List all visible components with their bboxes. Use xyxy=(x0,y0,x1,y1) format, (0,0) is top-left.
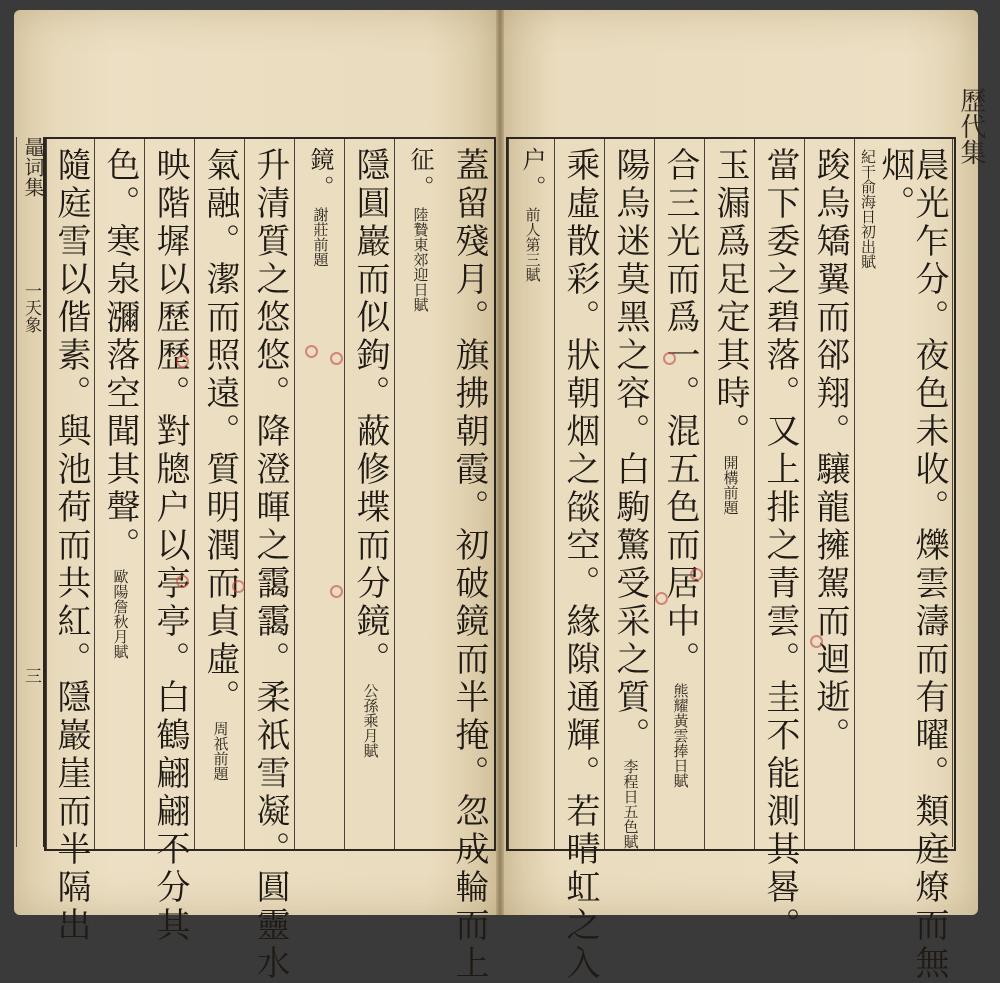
column-note: 紀干俞海日初出賦 xyxy=(859,149,877,269)
column-text: 户。 xyxy=(518,147,546,203)
text-column xyxy=(294,139,345,849)
text-column xyxy=(704,139,755,849)
margin-title: 鼂词集 xyxy=(21,137,45,197)
column-text: 晨光乍分。夜色未收。爍雲濤而有曜。類庭燎而無 xyxy=(909,147,949,983)
text-column xyxy=(508,139,555,849)
column-note: 李程日五色賦 xyxy=(621,759,640,849)
column-note: 謝莊前題 xyxy=(311,207,330,267)
red-reading-mark xyxy=(330,352,343,365)
column-text: 征。 xyxy=(406,147,434,203)
right-text-frame xyxy=(506,137,956,983)
text-column xyxy=(394,139,445,849)
red-reading-mark xyxy=(690,568,703,581)
left-text-frame xyxy=(44,137,496,983)
column-text: 烟。 xyxy=(875,147,915,223)
column-text: 蓋留殘月。旗拂朝霞。初破鏡而半掩。忽成輪而上 xyxy=(449,147,489,983)
text-column xyxy=(244,139,295,983)
column-note: 前人第三賦 xyxy=(523,207,542,282)
text-column xyxy=(904,139,954,983)
red-reading-mark xyxy=(176,575,189,588)
column-text: 合三光而爲一。混五色而居中。 xyxy=(660,147,700,679)
column-note: 周祇前題 xyxy=(211,721,230,781)
column-note: 陸贄東郊迎日賦 xyxy=(411,207,430,312)
column-note: 歐陽詹秋月賦 xyxy=(111,569,130,659)
column-text: 玉漏爲足定其時。 xyxy=(710,147,750,451)
right-margin-title: 歷代集 xyxy=(956,87,986,165)
red-reading-mark xyxy=(810,635,823,648)
column-text: 鏡。 xyxy=(306,147,334,203)
red-reading-mark xyxy=(232,580,245,593)
text-column xyxy=(344,139,395,849)
left-margin-strip xyxy=(16,137,45,847)
red-reading-mark xyxy=(176,355,189,368)
column-note: 熊耀黃雲捧日賦 xyxy=(671,683,690,788)
column-note: 公孫乘月賦 xyxy=(361,683,380,758)
margin-section: 一天象 xyxy=(21,282,41,333)
column-text: 升清質之悠悠。降澄暉之靄靄。柔祇雪凝。圓靈水 xyxy=(250,147,290,983)
text-column xyxy=(754,139,805,945)
column-text: 氣融。潔而照遠。質明潤而貞虛。 xyxy=(200,147,240,717)
text-column xyxy=(654,139,705,849)
text-column xyxy=(804,139,855,849)
column-text: 當下委之碧落。又上排之青雲。圭不能測其晷。 xyxy=(760,147,800,945)
column-text: 踆烏矯翼而郤翔。驤龍擁駕而迴逝。 xyxy=(810,147,850,755)
column-text: 色。寒泉瀰落空聞其聲。 xyxy=(100,147,140,565)
text-column xyxy=(46,139,95,945)
text-column xyxy=(194,139,245,849)
text-column xyxy=(444,139,494,983)
text-column xyxy=(604,139,655,849)
column-text: 映階墀以歷歷。對牕户以亭亭。白鶴翩翩不分其 xyxy=(150,147,190,945)
column-text: 隱圓巖而似鉤。蔽修堞而分鏡。 xyxy=(350,147,390,679)
column-note: 開構前題 xyxy=(721,455,740,515)
column-text: 陽烏迷莫黑之容。白駒驚受采之質。 xyxy=(610,147,650,755)
column-text: 乘虛散彩。狀朝烟之燄空。緣隙通輝。若晴虹之入 xyxy=(560,147,600,983)
red-reading-mark xyxy=(663,352,676,365)
text-column xyxy=(554,139,605,983)
red-reading-mark xyxy=(330,585,343,598)
book-gutter xyxy=(496,10,504,915)
text-column xyxy=(144,139,195,945)
column-text: 隨庭雪以偕素。與池荷而共紅。隱巖崖而半隔出 xyxy=(51,147,91,945)
text-column xyxy=(94,139,145,849)
text-column xyxy=(854,139,915,849)
red-reading-mark xyxy=(305,345,318,358)
margin-page-number: 三 xyxy=(21,667,41,684)
red-reading-mark xyxy=(655,592,668,605)
